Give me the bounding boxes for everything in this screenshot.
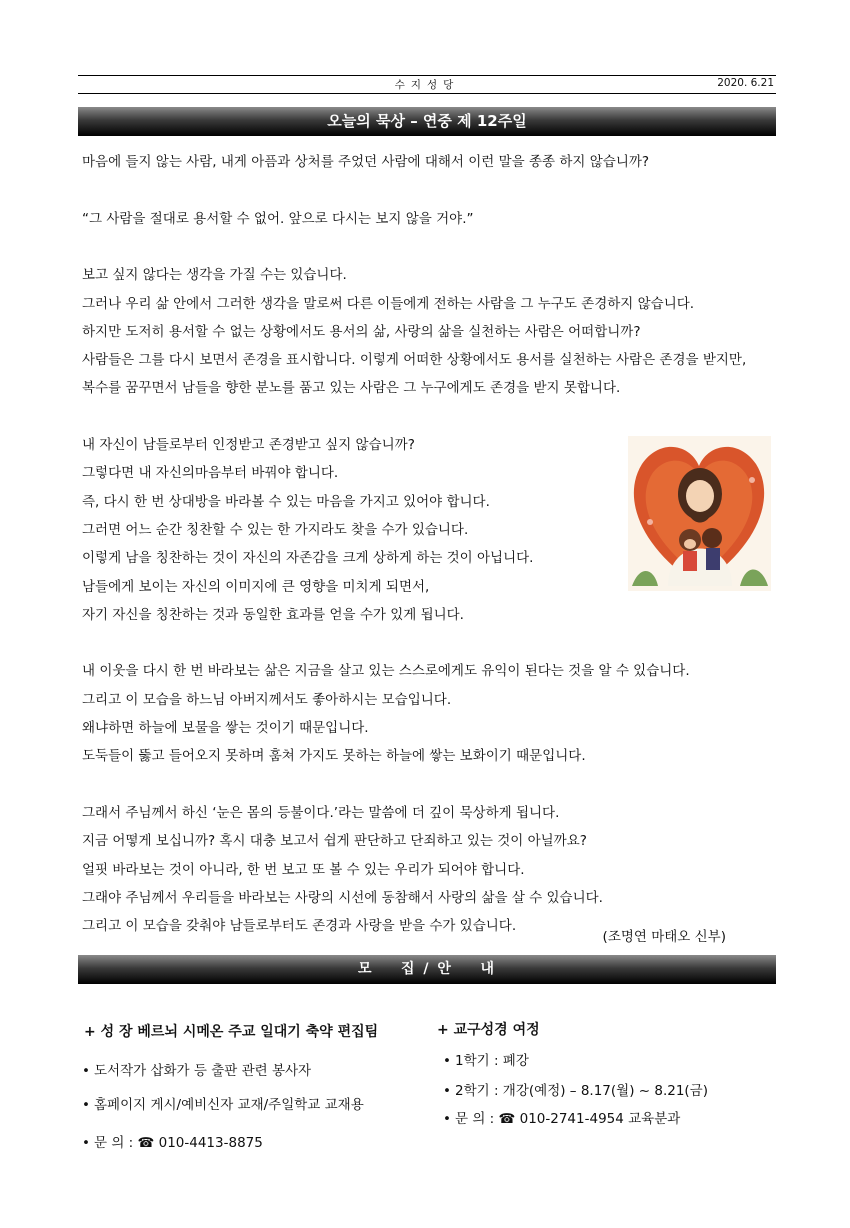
body-line: 남들에게 보이는 자신의 이미지에 큰 영향을 미치게 되면서, — [82, 578, 430, 595]
body-line: 내 자신이 남들로부터 인정받고 존경받고 싶지 않습니까? — [82, 437, 415, 453]
body-line: 그렇다면 내 자신의마음부터 바꿔야 합니다. — [82, 465, 339, 482]
list-item: • 문 의 : ☎ 010-2741-4954 교육분과 — [443, 1111, 681, 1127]
bullet-icon: • — [443, 1083, 451, 1099]
issue-date: 2020. 6.21 — [717, 77, 774, 89]
body-line: 마음에 들지 않는 사람, 내게 아픔과 상처를 주었던 사람에 대해서 이런 말을 종종 하지 않습니까? — [82, 154, 650, 170]
list-item: • 홈페이지 게시/예비신자 교재/주일학교 교재용 — [82, 1097, 364, 1113]
body-line: 그래야 주님께서 우리들을 바라보는 사랑의 시선에 동참해서 사랑의 삶을 살 수 있습니다. — [82, 889, 603, 906]
body-line: 그리고 이 모습을 갖춰야 남들로부터도 존경과 사랑을 받을 수가 있습니다. — [82, 918, 517, 935]
body-line: 자기 자신을 칭찬하는 것과 동일한 효과를 얻을 수가 있게 됩니다. — [82, 606, 464, 623]
header — [78, 77, 776, 93]
bullet-icon: • — [82, 1063, 90, 1079]
list-item: • 문 의 : ☎ 010-4413-8875 — [82, 1135, 263, 1151]
list-item: • 2학기 : 개강(예정) – 8.17(월) ~ 8.21(금) — [443, 1083, 708, 1099]
bullet-icon: • — [443, 1111, 451, 1127]
body-line: 그리고 이 모습을 하느님 아버지께서도 좋아하시는 모습입니다. — [82, 691, 452, 708]
body-line: 내 이웃을 다시 한 번 바라보는 삶은 지금을 살고 있는 스스로에게도 유익이 된다는 것을 알 수 있습니다. — [82, 663, 690, 680]
notice-title-band — [78, 955, 776, 984]
notice-title: 모 집 / 안 내 — [358, 961, 496, 977]
author-signature: (조명연 마태오 신부) — [602, 929, 726, 945]
church-name: 수지성당 — [394, 79, 460, 91]
body-line: 즉, 다시 한 번 상대방을 바라볼 수 있는 마음을 가지고 있어야 합니다. — [82, 493, 490, 510]
bullet-icon: • — [82, 1135, 90, 1151]
body-line: 복수를 꿈꾸면서 남들을 향한 분노를 품고 있는 사람은 그 누구에게도 존경을 받지 못합니다. — [82, 380, 621, 397]
body-line: 하지만 도저히 용서할 수 없는 상황에서도 용서의 삶, 사랑의 삶을 실천하는 사람은 어떠합니까? — [82, 323, 641, 340]
body-line: “그 사람을 절대로 용서할 수 없어. 앞으로 다시는 보지 않을 거야.” — [82, 210, 474, 227]
body-line: 지금 어떻게 보십니까? 혹시 대충 보고서 쉽게 판단하고 단죄하고 있는 것이 아닐까요? — [82, 833, 587, 850]
jesus-embracing-children-illustration — [628, 436, 771, 591]
body-line: 사람들은 그를 다시 보면서 존경을 표시합니다. 이렇게 어떠한 상황에서도 용서를 실천하는 사람은 존경을 받지만, — [82, 352, 747, 369]
body-line: 얼핏 바라보는 것이 아니라, 한 번 보고 또 볼 수 있는 우리가 되어야 합니다. — [82, 861, 525, 878]
bullet-icon: • — [443, 1053, 451, 1069]
header-bottom-rule — [78, 93, 776, 94]
body-line: 그래서 주님께서 하신 ‘눈은 몸의 등불이다.’라는 말씀에 더 깊이 묵상하게 됩니다. — [82, 804, 560, 821]
body-line: 그러면 어느 순간 칭찬할 수 있는 한 가지라도 찾을 수가 있습니다. — [82, 521, 469, 538]
header-top-rule — [78, 75, 776, 76]
body-line: 이렇게 남을 칭찬하는 것이 자신의 자존감을 크게 상하게 하는 것이 아닙니다. — [82, 550, 534, 567]
bible-journey-heading: + 교구성경 여정 — [437, 1022, 540, 1038]
meditation-title: 오늘의 묵상 – 연중 제 12주일 — [327, 112, 527, 130]
body-line: 보고 싶지 않다는 생각을 가질 수는 있습니다. — [82, 267, 347, 284]
body-line: 도둑들이 뚫고 들어오지 못하며 훔쳐 가지도 못하는 하늘에 쌓는 보화이기 때문입니다. — [82, 748, 586, 765]
meditation-title-band — [78, 107, 776, 136]
body-line: 그러나 우리 삶 안에서 그러한 생각을 말로써 다른 이들에게 전하는 사람을 그 누구도 존경하지 않습니다. — [82, 295, 695, 312]
list-item: • 1학기 : 폐강 — [443, 1053, 529, 1069]
body-line: 왜냐하면 하늘에 보물을 쌓는 것이기 때문입니다. — [82, 720, 369, 736]
bullet-icon: • — [82, 1097, 90, 1113]
editing-team-heading: + 성 장 베르뇌 시메온 주교 일대기 축약 편집팀 — [84, 1024, 379, 1040]
list-item: • 도서작가 삽화가 등 출판 관련 봉사자 — [82, 1063, 312, 1079]
